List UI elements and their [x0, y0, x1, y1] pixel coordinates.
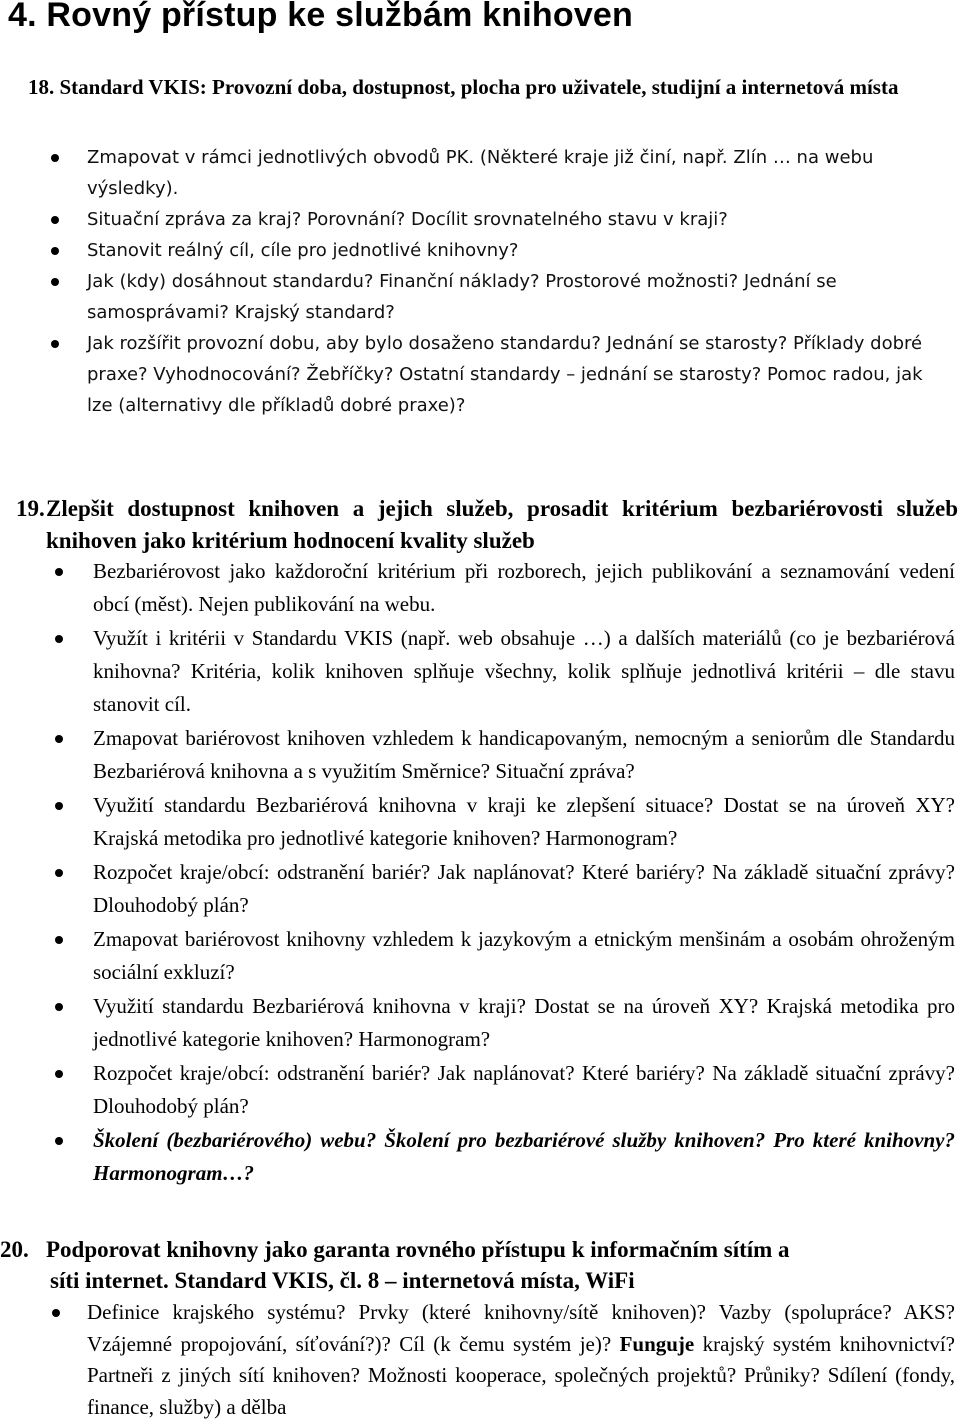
list-item-text: krajský systém knihovnictví? Partneři z jiných sítí knihoven? Možnosti kooperace, společných projektů? Průniky? Sdílení (fondy, finance, služby) a dělba: [87, 1331, 956, 1419]
bullet-icon: [55, 869, 63, 877]
list-item: [0, 204, 960, 235]
bullet-icon: [55, 1070, 63, 1078]
bullet-icon: [51, 340, 59, 348]
list-item-text: Školení (bezbariérového) webu? Školení pro bezbariérové služby knihoven? Pro které knihovny? Harmonogram…?: [93, 1128, 955, 1185]
section-20-title: [0, 1234, 957, 1296]
bullet-icon: [51, 278, 59, 286]
list-item: [0, 622, 960, 721]
list-item: [0, 990, 960, 1056]
bullet-icon: [55, 802, 63, 810]
list-item-text: Rozpočet kraje/obcí: odstranění bariér? Jak naplánovat? Které bariéry? Na základě situační zprávy? Dlouhodobý plán?: [93, 1061, 955, 1118]
bullet-icon: [52, 1309, 60, 1317]
list-item-text: Zmapovat bariérovost knihovny vzhledem k jazykovým a etnickým menšinám a osobám ohroženým sociální exkluzí?: [93, 927, 955, 984]
list-item-text: Zmapovat v rámci jednotlivých obvodů PK. (Některé kraje již činí, např. Zlín … na webu výsledky).: [87, 147, 874, 199]
bullet-icon: [55, 635, 63, 643]
bullet-icon: [55, 936, 63, 944]
list-item: [0, 266, 960, 328]
bullet-icon: [55, 1003, 63, 1011]
section-19-list: [0, 555, 960, 1191]
list-item: [0, 328, 960, 421]
list-item: [0, 1297, 960, 1423]
list-item: [0, 856, 960, 922]
list-item: [0, 142, 960, 204]
bullet-icon: [55, 735, 63, 743]
section-20-list: [0, 1297, 960, 1423]
list-item-text: Definice krajského systému? Prvky (které knihovny/sítě knihoven)? Vazby (spolupráce? AKS? Vzájemné propojování, síťování?)? Cíl (k čemu systém je)?: [87, 1300, 955, 1356]
section-18-list: [0, 142, 960, 421]
bullet-icon: [55, 568, 63, 576]
bullet-icon: [51, 154, 59, 162]
section-20-number: 20.: [0, 1237, 29, 1262]
list-item: [0, 789, 960, 855]
list-item: [0, 1057, 960, 1123]
list-item-text: Využití standardu Bezbariérová knihovna v kraji ke zlepšení situace? Dostat se na úroveň XY? Krajská metodika pro jednotlivé kategorie knihoven? Harmonogram?: [93, 793, 955, 850]
list-item: [0, 722, 960, 788]
bullet-icon: [51, 216, 59, 224]
emphasis-text: Funguje: [619, 1331, 695, 1356]
list-item-text: Zmapovat bariérovost knihoven vzhledem k handicapovaným, nemocným a seniorům dle Standardu Bezbariérová knihovna a s využitím Směrnice? Situační zpráva?: [93, 726, 955, 783]
chapter-heading: 4. Rovný přístup ke službám knihoven: [8, 0, 634, 34]
section-18-title: 18. Standard VKIS: Provozní doba, dostupnost, plocha pro uživatele, studijní a internetová místa: [28, 75, 899, 99]
list-item-text: Rozpočet kraje/obcí: odstranění bariér? Jak naplánovat? Které bariéry? Na základě situační zprávy? Dlouhodobý plán?: [93, 860, 955, 917]
list-item: [0, 555, 960, 621]
section-19-title-text: Zlepšit dostupnost knihoven a jejich služeb, prosadit kritérium bezbariérovosti služeb knihoven jako kritérium hodnocení kvality služeb: [46, 496, 958, 553]
list-item-text: Využití standardu Bezbariérová knihovna v kraji? Dostat se na úroveň XY? Krajská metodika pro jednotlivé kategorie knihoven? Harmonogram?: [93, 994, 955, 1051]
bullet-icon: [51, 247, 59, 255]
list-item-text: Situační zpráva za kraj? Porovnání? Docílit srovnatelného stavu v kraji?: [87, 209, 728, 230]
list-item-text: Bezbariérovost jako každoroční kritérium při rozborech, jejich publikování a seznamování vedení obcí (měst). Nejen publikování na webu.: [93, 559, 955, 616]
list-item-text: Stanovit reálný cíl, cíle pro jednotlivé knihovny?: [87, 240, 519, 261]
list-item-text: Jak rozšířit provozní dobu, aby bylo dosaženo standardu? Jednání se starosty? Příklady dobré praxe? Vyhodnocování? Žebříčky? Ostatní standardy – jednání se starosty? Pomoc radou, jak lze (alternativy dle příkladů dobré praxe)?: [87, 333, 923, 416]
list-item: [0, 1124, 960, 1190]
section-20-title-line1: Podporovat knihovny jako garanta rovného přístupu k informačním sítím a: [46, 1237, 790, 1262]
section-19-title: [16, 493, 958, 557]
section-19-number: 19.: [16, 496, 45, 521]
list-item-text: Využít i kritérii v Standardu VKIS (např. web obsahuje …) a dalších materiálů (co je bezbariérová knihovna? Kritéria, kolik knihoven splňuje všechny, kolik splňuje jednotlivá kritérii – dle stavu stanovit cíl.: [93, 626, 955, 716]
bullet-icon: [55, 1137, 63, 1145]
list-item-text: Jak (kdy) dosáhnout standardu? Finanční náklady? Prostorové možnosti? Jednání se samosprávami? Krajský standard?: [87, 271, 837, 323]
section-20-title-line2: síti internet. Standard VKIS, čl. 8 – internetová místa, WiFi: [50, 1268, 635, 1293]
list-item: [0, 923, 960, 989]
list-item: [0, 235, 960, 266]
